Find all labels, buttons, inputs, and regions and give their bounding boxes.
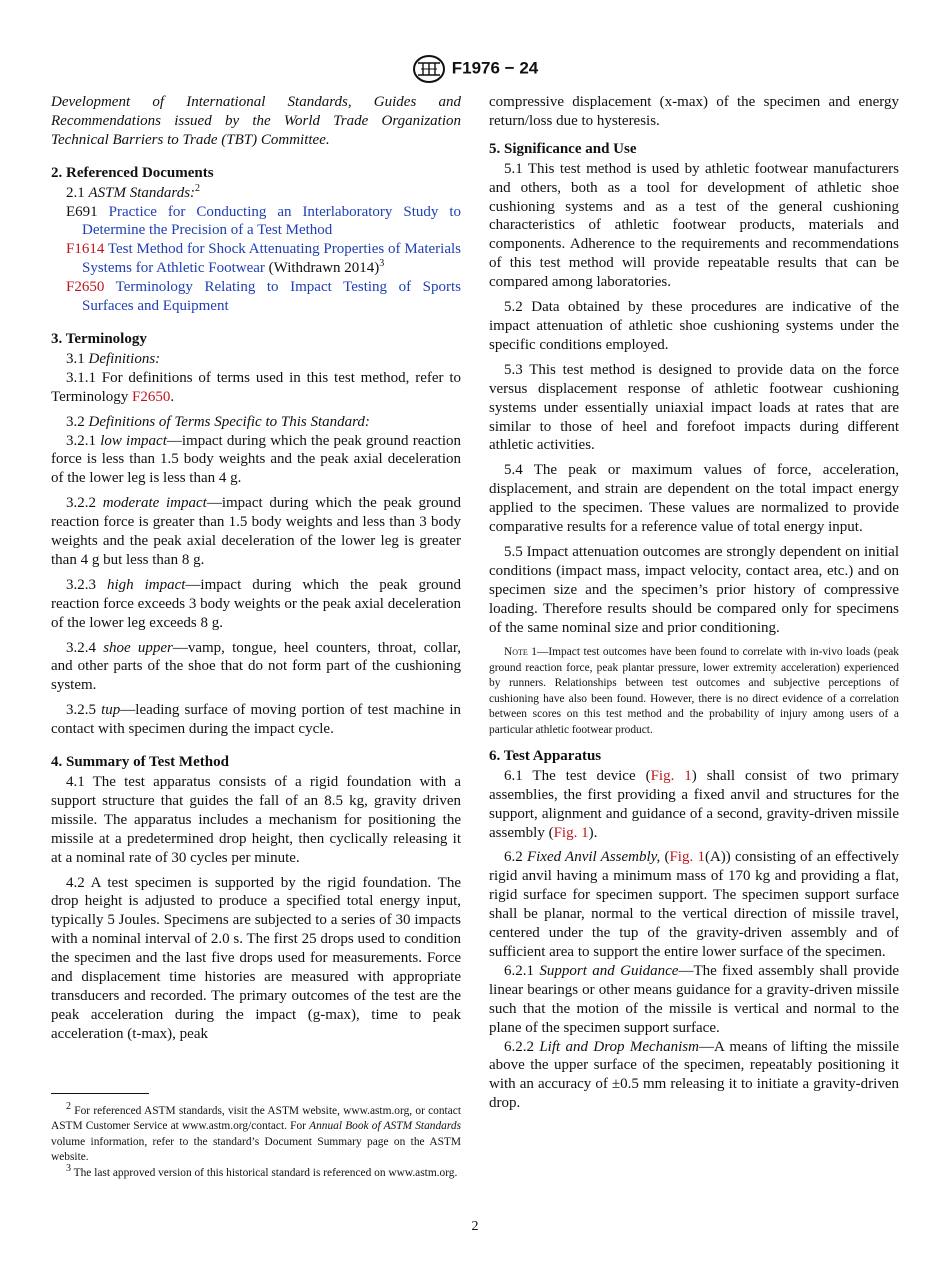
section-3-2-4: 3.2.4 shoe upper—vamp, tongue, heel counters, throat, collar, and other parts of the shoe that do not form part of the cushioning system.: [51, 639, 461, 694]
intro-paragraph: Development of International Standards, Guides and Recommendations issued by the World Trade Organization Technical Barriers to Trade (TBT) Committee.: [51, 94, 461, 148]
footnotes: [51, 1101, 461, 1181]
section-5-heading: 5. Significance and Use: [489, 140, 637, 157]
section-6-2-1: 6.2.1 Support and Guidance—The fixed assembly shall provide linear bearings or other means guidance for a gravity-driven missile such that the motion of the missile is vertical and normal to the plane of the specimen support surface.: [489, 962, 900, 1036]
footnote-2: $^2$ For referenced ASTM standards, visit the ASTM website, www.astm.org, or contact ASTM Customer Service at www.astm.org/contact. For Annual Book of ASTM Standards volume information, refer to the standard’s Document Summary page on the ASTM website.: [51, 1101, 461, 1164]
designation: F1976 − 24: [451, 58, 539, 78]
reference-code-link[interactable]: F2650: [66, 279, 105, 296]
section-2-heading: 2. Referenced Documents: [51, 164, 214, 181]
reference-link[interactable]: Practice for Conducting an Interlaboratory Study to Determine the Precision of a Test Method: [82, 203, 461, 239]
section-3-2-2: 3.2.2 moderate impact—impact during which the peak ground reaction force is greater than 1.5 body weights and less than 3 body weights and the peak axial deceleration of the lower leg is greater than 4 g but less than 8 g.: [51, 495, 461, 568]
section-3-1-1: 3.1.1 For definitions of terms used in this test method, refer to Terminology F2650.: [51, 369, 461, 405]
section-4-2: 4.2 A test specimen is supported by the rigid foundation. The drop height is adjusted to produce a specified total energy input, typically 5 Joules. Specimens are subjected to a series of 30 impacts with a nominal interval of 2.0 s. The first 25 drops used to condition the specimen and the last five drops used for measurements. Force and displacement time histories are measured with appropriate transducers and recorded. The primary outcomes of the test are the peak acceleration during the impact (g-max), time to peak acceleration (t-max), peak: [51, 874, 461, 1042]
page-header: [0, 54, 950, 84]
section-6-1: 6.1 The test device (Fig. 1) shall consist of two primary assemblies, the first providing a fixed anvil and structures for the support, alignment and guidance of a second, gravity-driven missile assembly (Fig. 1).: [489, 767, 899, 841]
left-column: [51, 93, 461, 1044]
section-5-1: 5.1 This test method is used by athletic footwear manufacturers and others, both as a tool for development of athletic shoe cushioning systems and as a test of the general cushioning characteristics of athletic footwear products, materials and components. Adherence to the requirements and recommendations of this test method will provide repeatable results that can be compared among laboratories.: [489, 160, 899, 291]
section-4-1: 4.1 The test apparatus consists of a rigid foundation with a support structure that guides the fall of an 8.5 kg, gravity driven missile. The apparatus includes a mechanism for positioning the missile at a predetermined drop height, then cyclically releasing it at a nominal rate of 30 cycles per minute.: [51, 774, 461, 866]
footnote-divider: [51, 1093, 149, 1094]
section-5-5: 5.5 Impact attenuation outcomes are strongly dependent on initial conditions (impact mass, impact velocity, contact area, etc.) and on specimen size and the specimen’s prior history of compressive loading. Therefore results should be compared only for specimens of the same nominal size and prior conditioning.: [489, 543, 899, 636]
section-5-4: 5.4 The peak or maximum values of force, acceleration, displacement, and strain are dependent on the total impact energy applied to the specimen. These values are normalized to provide comparative results for a reference value of total energy input.: [489, 462, 899, 536]
section-6-2-2: 6.2.2 Lift and Drop Mechanism—A means of lifting the missile above the upper surface of the specimen, repeatably positioning it with an accuracy of ±0.5 mm releasing it to initiate a gravity-driven drop.: [489, 1038, 899, 1112]
section-3-2-3: 3.2.3 high impact—impact during which the peak ground reaction force exceeds 3 body weights or the peak axial deceleration of the lower leg exceeds 8 g.: [51, 576, 461, 631]
note-1: Note 1—Impact test outcomes have been found to correlate with in-vivo loads (peak ground reaction force, peak plantar pressure, lower extremity acceleration) experienced by runners. Relationships between test outcomes and subjective perceptions of cushioning have also been found. However, there is no direct evidence of a correlation between scores on this test method and the probability of injury among users of a particular athletic footwear product.: [489, 646, 899, 736]
page-number: 2: [471, 1219, 479, 1234]
right-column: [489, 93, 899, 1113]
fig-1-link[interactable]: Fig. 1: [669, 849, 705, 866]
astm-logo-icon: [412, 54, 446, 84]
section-2-1: 2.1 ASTM Standards:$^2$: [66, 182, 201, 201]
fig-1-link[interactable]: Fig. 1: [650, 767, 692, 784]
section-3-heading: 3. Terminology: [51, 330, 147, 347]
section-6-heading: 6. Test Apparatus: [489, 747, 602, 764]
section-4-heading: 4. Summary of Test Method: [51, 754, 229, 771]
terminology-link[interactable]: F2650: [132, 388, 171, 405]
section-3-2: 3.2 Definitions of Terms Specific to This Standard:: [66, 413, 370, 430]
reference-f2650: [51, 278, 461, 316]
section-3-2-1: 3.2.1 low impact—impact during which the peak ground reaction force is less than 1.5 body weights and the peak axial deceleration of the lower leg is less than 4 g.: [51, 432, 462, 487]
reference-e691: E691 Practice for Conducting an Interlaboratory Study to Determine the Precision of a Test Method: [66, 203, 461, 239]
section-3-1: 3.1 Definitions:: [66, 350, 161, 367]
fig-1-link[interactable]: Fig. 1: [553, 824, 589, 841]
section-5-3: 5.3 This test method is designed to provide data on the force versus displacement response of athletic footwear cushioning systems under essentially uniaxial impact loads at rates that are similar to those of heel and forefoot impacts during different athletic activities.: [489, 361, 899, 454]
section-6-2: 6.2 Fixed Anvil Assembly, (Fig. 1(A)) consisting of an effectively rigid anvil having a minimum mass of 170 kg and providing a flat, rigid surface for specimen support. The specimen support surface shall be planar, normal to the vertical direction of missile travel, centered under the tup of the gravity-driven assembly and of sufficient area to support the entire lower surface of the specimen.: [489, 849, 899, 960]
reference-link[interactable]: Test Method for Shock Attenuating Properties of Materials Systems for Athletic Footwear: [82, 241, 461, 277]
continued-paragraph: compressive displacement (x-max) of the specimen and energy return/loss due to hysteresis.: [489, 94, 899, 129]
reference-f1614: F1614 Test Method for Shock Attenuating Properties of Materials Systems for Athletic Footwear (Withdrawn 2014)$^3$: [66, 241, 461, 277]
reference-code-link[interactable]: F1614: [66, 241, 105, 258]
section-3-2-5: 3.2.5 tup—leading surface of moving portion of test machine in contact with specimen during the impact cycle.: [51, 702, 461, 738]
footnote-3: $^3$ The last approved version of this historical standard is referenced on www.astm.org.: [66, 1162, 458, 1179]
reference-link[interactable]: Terminology Relating to Impact Testing of Sports Surfaces and Equipment: [82, 279, 462, 315]
section-5-2: 5.2 Data obtained by these procedures are indicative of the impact attenuation of athletic shoe cushioning systems under the specific conditions employed.: [489, 299, 899, 353]
